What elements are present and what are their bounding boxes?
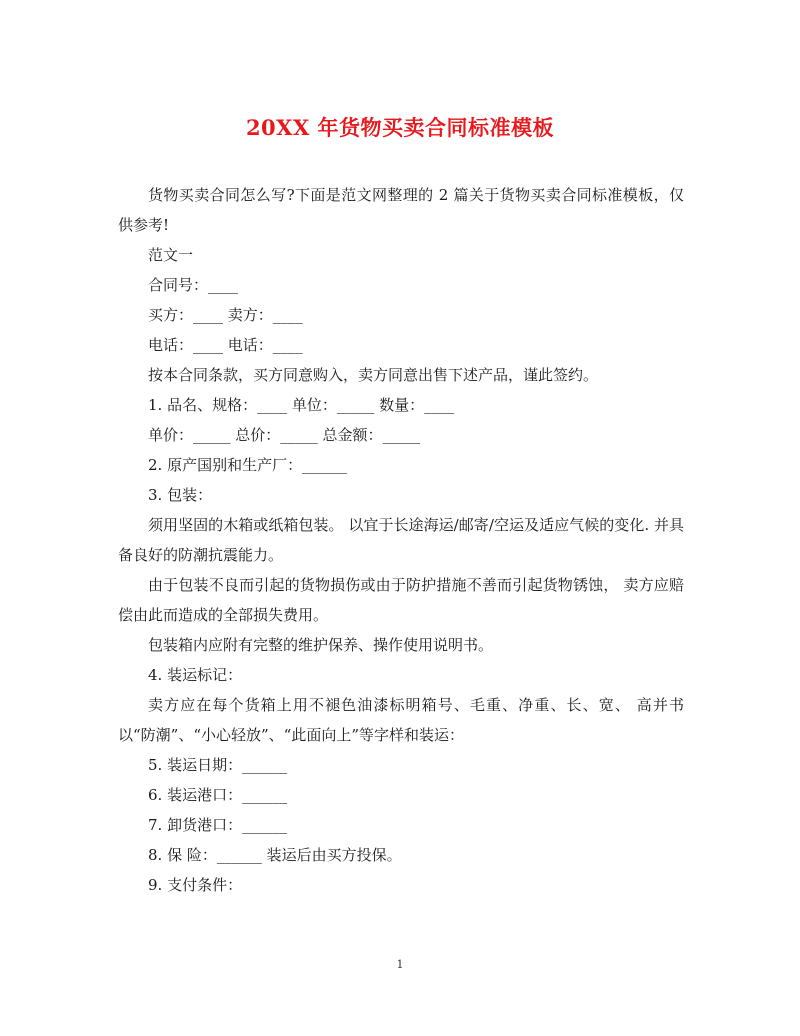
document-body <box>118 180 684 900</box>
contract-number-line: 合同号：____ <box>148 276 239 294</box>
origin-line: 2. 原产国别和生产厂：______ <box>148 456 348 474</box>
document-title: 20XX 年货物买卖合同标准模板 <box>245 115 555 140</box>
discharge-port-line: 7. 卸货港口：______ <box>148 816 288 834</box>
intro-paragraph: 货物买卖合同怎么写?下面是范文网整理的 2 篇关于货物买卖合同标准模板，仅供参考! <box>118 186 684 234</box>
damage-paragraph: 由于包装不良而引起的货物损伤或由于防护措施不善而引起货物锈蚀， 卖方应赔偿由此而造成的全部损失费用。 <box>118 576 684 624</box>
product-spec-line: 1. 品名、规格：____ 单位：_____ 数量：____ <box>148 396 455 414</box>
buyer-seller-line: 买方：____ 卖方：____ <box>148 306 303 324</box>
agreement-paragraph: 按本合同条款，买方同意购入，卖方同意出售下述产品，谨此签约。 <box>148 366 599 384</box>
payment-terms-line: 9. 支付条件： <box>148 876 243 894</box>
shipping-mark-paragraph: 卖方应在每个货箱上用不褪色油漆标明箱号、毛重、净重、长、宽、 高并书以“防潮”、“小心轻放”、“此面向上”等字样和装运： <box>118 696 684 744</box>
phone-line: 电话：____ 电话：____ <box>148 336 303 354</box>
page-number: 1 <box>396 958 404 971</box>
packing-heading: 3. 包装： <box>148 486 213 504</box>
price-line: 单价：_____ 总价：_____ 总金额：_____ <box>148 426 421 444</box>
insurance-line: 8. 保 险：______ 装运后由买方投保。 <box>148 846 402 864</box>
sample-heading: 范文一 <box>148 246 194 264</box>
manual-paragraph: 包装箱内应附有完整的维护保养、操作使用说明书。 <box>148 636 494 654</box>
shipment-date-line: 5. 装运日期：______ <box>148 756 288 774</box>
packing-paragraph: 须用坚固的木箱或纸箱包装。 以宜于长途海运/邮寄/空运及适应气候的变化. 并具备良好的防潮抗震能力。 <box>118 516 684 564</box>
shipping-mark-heading: 4. 装运标记： <box>148 666 243 684</box>
loading-port-line: 6. 装运港口：______ <box>148 786 288 804</box>
